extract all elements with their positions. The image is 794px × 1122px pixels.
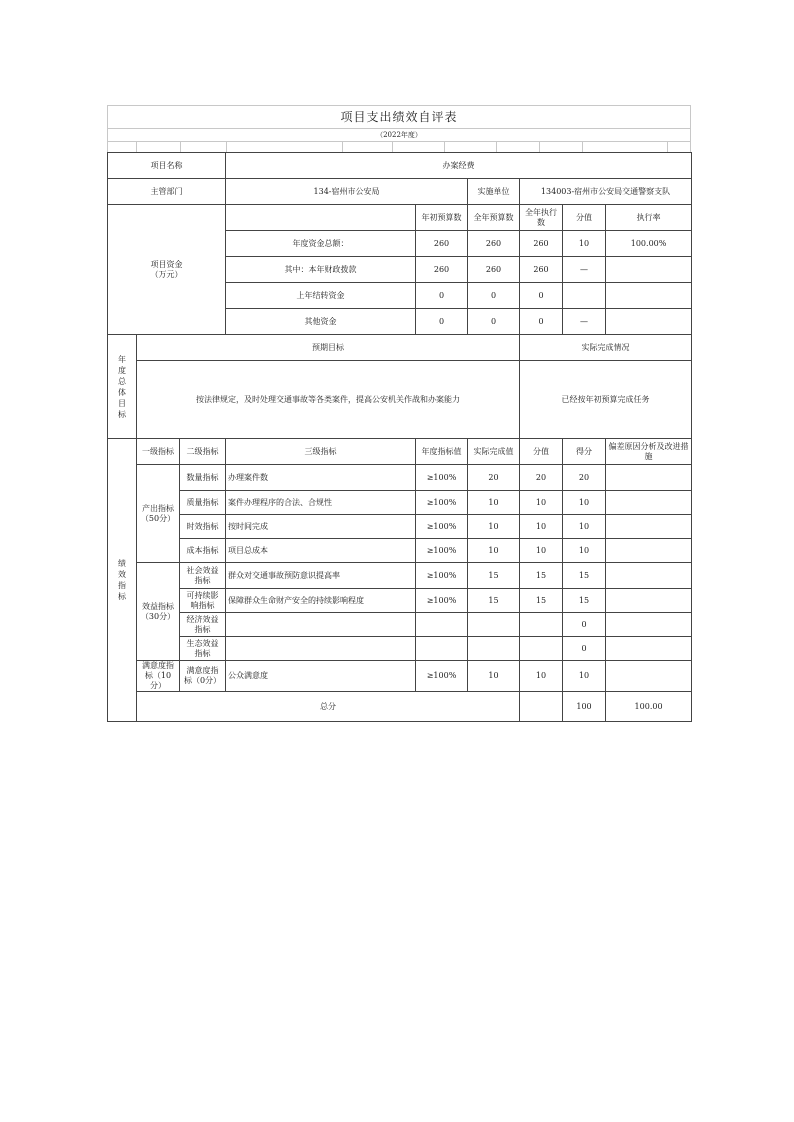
perf-actual [468,613,520,637]
funds-header: 全年预算数 [468,205,520,231]
unit-label: 实施单位 [468,179,520,205]
perf-score: 0 [563,637,606,661]
perf-row [108,491,692,515]
actual-result-text: 已经按年初预算完成任务 [520,361,692,439]
funds-row-label: 其中：本年财政拨款 [226,257,416,283]
perf-l2: 生态效益 指标 [180,637,226,661]
perf-l2: 社会效益 指标 [180,563,226,589]
funds-init: 260 [416,231,468,257]
perf-weight: 10 [520,539,563,563]
funds-rate [606,309,692,335]
expected-goal-label: 预期目标 [137,335,520,361]
perf-actual: 15 [468,589,520,613]
funds-weight: 10 [563,231,606,257]
total-actual-blank [520,692,563,722]
perf-weight: 10 [520,661,563,692]
total-weight: 100 [563,692,606,722]
perf-header: 年度指标值 [416,439,468,465]
perf-actual: 10 [468,515,520,539]
perf-l3: 案件办理程序的合法、合规性 [226,491,416,515]
perf-score: 15 [563,589,606,613]
perf-l2: 成本指标 [180,539,226,563]
perf-weight [520,637,563,661]
funds-row-label: 上年结转资金 [226,283,416,309]
perf-header: 分值 [520,439,563,465]
perf-actual: 20 [468,465,520,491]
actual-result-label: 实际完成情况 [520,335,692,361]
benefit-indicator-label: 效益指标 （30分） [137,563,180,661]
evaluation-table [107,152,692,722]
perf-score: 20 [563,465,606,491]
perf-target: ≥100% [416,589,468,613]
funds-row-label: 年度资金总额： [226,231,416,257]
perf-l2: 数量指标 [180,465,226,491]
perf-target [416,637,468,661]
funds-exec: 0 [520,283,563,309]
funds-header: 分值 [563,205,606,231]
funds-init: 0 [416,309,468,335]
total-score: 100.00 [606,692,692,722]
perf-row [108,637,692,661]
perf-l3 [226,613,416,637]
perf-l3: 群众对交通事故预防意识提高率 [226,563,416,589]
perf-l3: 公众满意度 [226,661,416,692]
funds-full: 260 [468,257,520,283]
funds-label: 项目资金 （万元） [108,205,226,335]
perf-header: 偏差原因分析及改进措施 [606,439,692,465]
funds-full: 0 [468,283,520,309]
perf-actual: 10 [468,491,520,515]
perf-note [606,465,692,491]
perf-target: ≥100% [416,515,468,539]
perf-actual: 10 [468,539,520,563]
sheet-year: （2022年度） [107,128,691,141]
funds-rate [606,257,692,283]
funds-exec: 260 [520,257,563,283]
perf-l2: 经济效益 指标 [180,613,226,637]
perf-side-label: 绩 效 指 标 [108,439,137,722]
perf-weight [520,613,563,637]
perf-target: ≥100% [416,465,468,491]
perf-score: 10 [563,491,606,515]
goals-side-label: 年 度 总 体 目 标 [108,335,137,439]
expected-goal-text: 按法律规定，及时处理交通事故等各类案件，提高公安机关作战和办案能力 [137,361,520,439]
perf-l3 [226,637,416,661]
perf-row [108,589,692,613]
perf-actual: 10 [468,661,520,692]
perf-l2: 时效指标 [180,515,226,539]
evaluation-sheet [107,105,691,722]
perf-l3: 项目总成本 [226,539,416,563]
perf-score: 10 [563,539,606,563]
funds-header: 全年执行数 [520,205,563,231]
perf-row [108,613,692,637]
project-name-value: 办案经费 [226,153,692,179]
perf-target: ≥100% [416,539,468,563]
project-name-label: 项目名称 [108,153,226,179]
funds-header: 执行率 [606,205,692,231]
perf-weight: 15 [520,589,563,613]
unit-value: 134003-宿州市公安局交通警察支队 [520,179,692,205]
perf-note [606,491,692,515]
perf-target [416,613,468,637]
perf-score: 10 [563,515,606,539]
funds-rate [606,283,692,309]
perf-row [108,563,692,589]
perf-note [606,563,692,589]
dept-label: 主管部门 [108,179,226,205]
perf-weight: 15 [520,563,563,589]
perf-note [606,589,692,613]
perf-note [606,661,692,692]
funds-exec: 260 [520,231,563,257]
perf-header: 一级指标 [137,439,180,465]
funds-weight: — [563,257,606,283]
perf-weight: 10 [520,491,563,515]
perf-header: 二级指标 [180,439,226,465]
total-row [108,692,692,722]
perf-l3: 办理案件数 [226,465,416,491]
perf-target: ≥100% [416,563,468,589]
perf-note [606,515,692,539]
perf-note [606,539,692,563]
perf-l3: 按时间完成 [226,515,416,539]
perf-row [108,515,692,539]
perf-header: 三级指标 [226,439,416,465]
funds-rate: 100.00% [606,231,692,257]
funds-header: 年初预算数 [416,205,468,231]
perf-actual [468,637,520,661]
perf-header: 得分 [563,439,606,465]
funds-header-blank [226,205,416,231]
funds-full: 0 [468,309,520,335]
perf-actual: 15 [468,563,520,589]
perf-note [606,637,692,661]
funds-exec: 0 [520,309,563,335]
perf-weight: 10 [520,515,563,539]
funds-init: 260 [416,257,468,283]
perf-l2: 满意度指 标（0分） [180,661,226,692]
funds-weight: — [563,309,606,335]
perf-score: 0 [563,613,606,637]
funds-row-label: 其他资金 [226,309,416,335]
perf-row [108,465,692,491]
perf-score: 10 [563,661,606,692]
total-label: 总分 [137,692,520,722]
perf-l3: 保障群众生命财产安全的持续影响程度 [226,589,416,613]
blank-grid-row [107,141,691,152]
funds-full: 260 [468,231,520,257]
perf-row [108,539,692,563]
funds-weight [563,283,606,309]
satisfaction-indicator-label: 满意度指 标（10分） [137,661,180,692]
perf-row [108,661,692,692]
perf-header: 实际完成值 [468,439,520,465]
perf-l2: 质量指标 [180,491,226,515]
sheet-title: 项目支出绩效自评表 [107,105,691,128]
output-indicator-label: 产出指标 （50分） [137,465,180,563]
dept-value: 134-宿州市公安局 [226,179,468,205]
perf-target: ≥100% [416,661,468,692]
funds-init: 0 [416,283,468,309]
perf-weight: 20 [520,465,563,491]
perf-l2: 可持续影 响指标 [180,589,226,613]
perf-note [606,613,692,637]
perf-score: 15 [563,563,606,589]
perf-target: ≥100% [416,491,468,515]
